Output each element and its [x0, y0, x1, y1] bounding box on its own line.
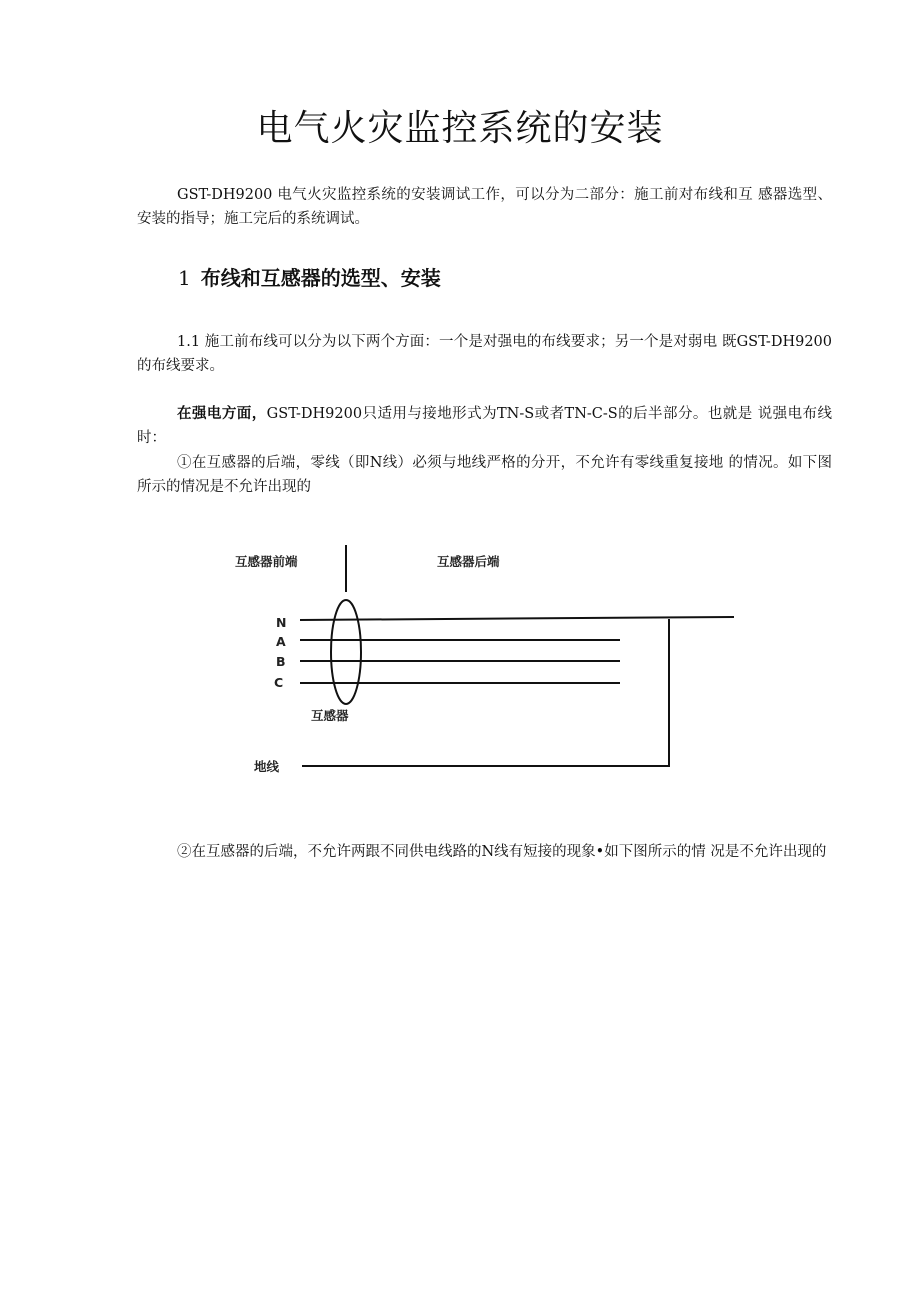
line-label-a: A — [276, 634, 286, 649]
item-1-paragraph: ①在互感器的后端，零线（即N线）必须与地线严格的分开，不允许有零线重复接地 的情况。如下图所示的情况是不允许出现的 — [137, 455, 832, 495]
strong-power-text: GST-DH9200只适用与接地形式为TN-S或者TN-C-S的后半部分。也就是 说强电布线时： — [137, 406, 833, 446]
strong-power-lead: 在强电方面， — [177, 406, 267, 422]
line-label-b: B — [276, 654, 286, 669]
paragraph-1-1: 1.1 施工前布线可以分为以下两个方面：一个是对强电的布线要求；另一个是对弱电 既GST-DH9200 的布线要求。 — [137, 334, 832, 374]
intro-paragraph: GST-DH9200 电气火灾监控系统的安装调试工作，可以分为二部分：施工前对布线和互 感器选型、安装的指导；施工完后的系统调试。 — [137, 187, 832, 227]
label-ground: 地线 — [254, 759, 280, 774]
transformer-ring — [331, 600, 361, 704]
section-number: 1 — [178, 266, 191, 290]
label-transformer: 互感器 — [311, 708, 349, 723]
item-2-paragraph: ②在互感器的后端，不允许两跟不同供电线路的N线有短接的现象•如下图所示的情 况是不允许出现的 — [177, 844, 827, 860]
line-label-n: N — [276, 615, 287, 630]
section-title: 布线和互感器的选型、安装 — [200, 266, 441, 290]
label-transformer-front: 互感器前端 — [235, 554, 298, 569]
document-title: 电气火灾监控系统的安装 — [256, 108, 664, 149]
label-transformer-back: 互感器后端 — [437, 554, 500, 569]
line-label-c: C — [274, 675, 284, 690]
